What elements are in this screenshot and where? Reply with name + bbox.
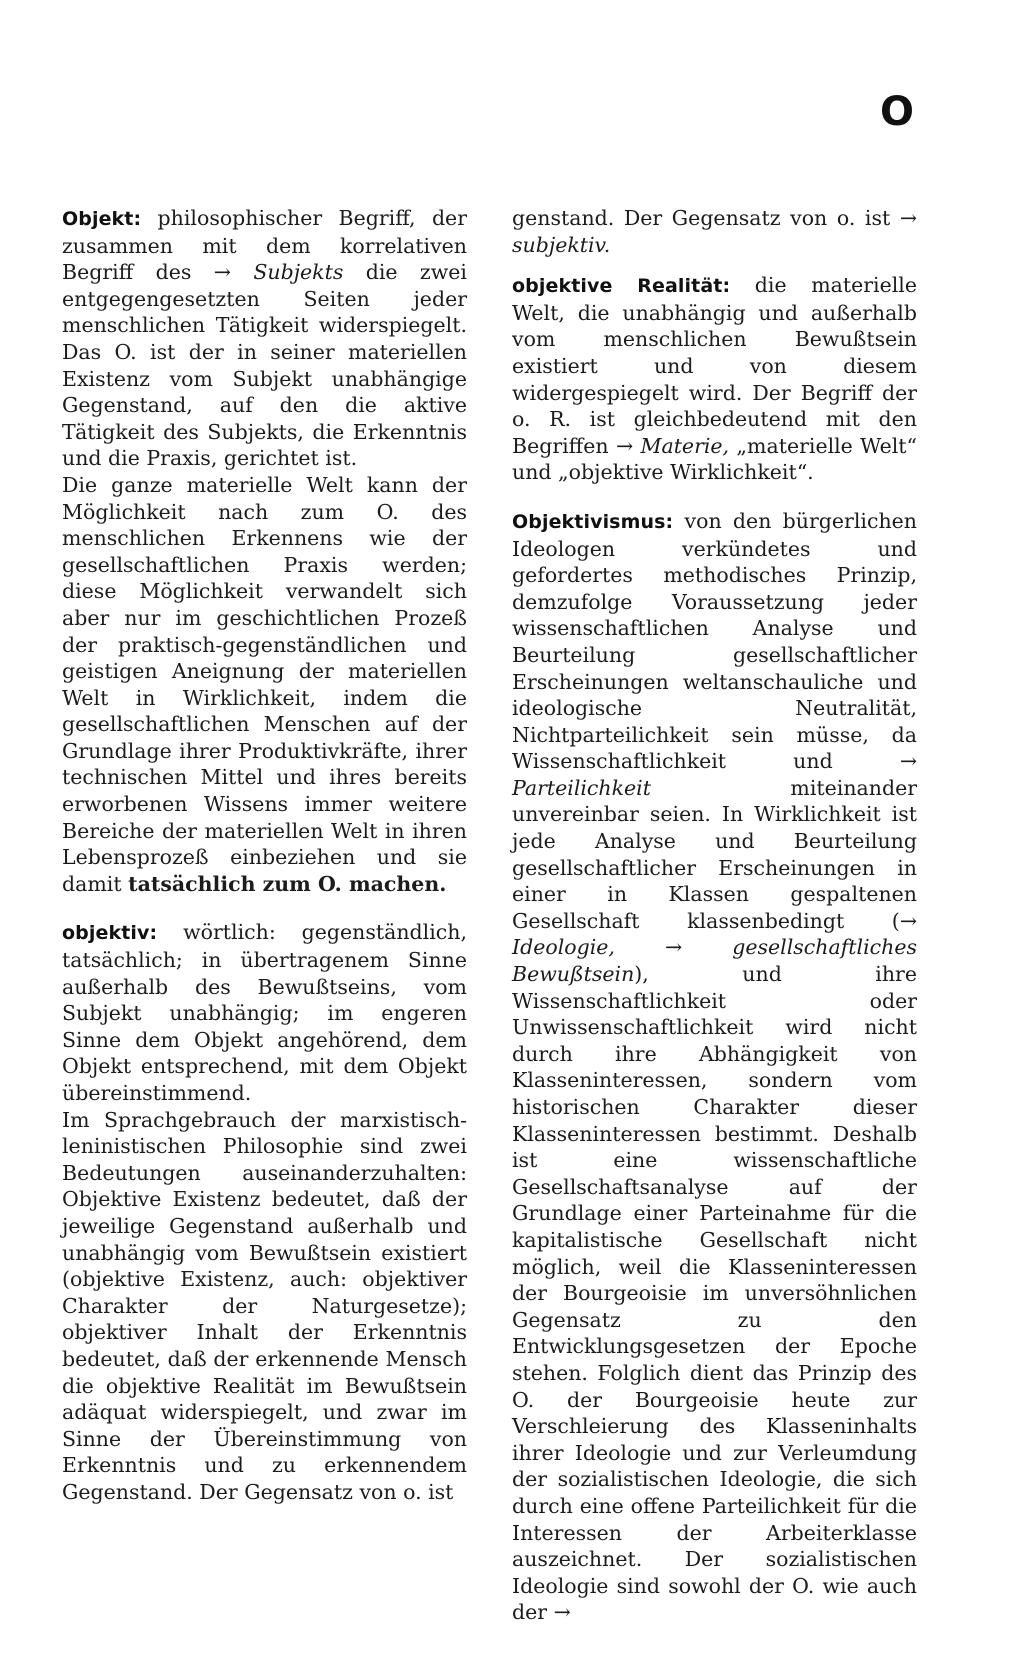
entry-text: von den bürgerlichen Ideologen verkündetes und gefordertes methodisches Prinzip, demzufolge Voraussetzung jeder wissenschaftlichen Analyse und Beurteilung gesellschaftlicher Erscheinungen weltanschauliche und ideologische Neutralität, Nichtparteilichkeit sein müsse, da Wissenschaftlichkeit und — [512, 508, 917, 774]
entry-text: die materielle Welt, die unabhängig und außerhalb vom menschlichen Bewußtsein existiert und von diesem widergespiegelt wird. Der Begriff der o. R. ist gleichbedeutend mit den Begriffen — [512, 273, 917, 458]
entry-heading: Objektivismus: — [512, 510, 674, 533]
cross-reference-link[interactable]: Subjekts — [253, 260, 344, 285]
cross-reference-link[interactable]: subjektiv. — [512, 232, 611, 257]
entry-objektive-realitaet — [512, 272, 917, 486]
entry-text: genstand. Der Gegensatz von o. ist — [512, 206, 900, 230]
entry-objektiv — [62, 919, 467, 1106]
cross-reference-link[interactable]: Ideologie, — [512, 935, 615, 960]
entry-paragraph-continued — [512, 205, 917, 258]
entry-text: philosophischer Begriff, der zusammen mit dem korrelativen Begriff des — [62, 206, 467, 285]
entry-heading: objektive Realität: — [512, 275, 731, 298]
entry-text: „materielle Welt“ und „objektive Wirklichkeit“. — [512, 433, 917, 485]
cross-reference-arrow-icon: → — [899, 908, 917, 933]
entry-text: Im Sprachgebrauch der marxistisch-leninistischen Philosophie sind zwei Bedeutungen auseinanderzuhalten: Objektive Existenz bedeutet, daß der jeweilige Gegenstand außerhalb und unabhängig vom Bewußtsein existiert (objektive Existenz, auch: objektiver Charakter der Naturgesetze); objektiver Inhalt der Erkenntnis bedeutet, daß der erkennende Mensch die objektive Realität im Bewußtsein adäquat widerspiegelt, und zwar im Sinne der Übereinstimmung von Erkenntnis und zu erkennendem Gegenstand. Der Gegensatz von o. ist — [62, 1107, 467, 1504]
entry-text-bold: tatsächlich zum O. machen. — [128, 871, 447, 896]
cross-reference-link[interactable]: Parteilichkeit — [512, 775, 651, 800]
cross-reference-link[interactable]: gesellschaftliches Bewußtsein — [512, 935, 917, 987]
section-letter: O — [880, 89, 915, 135]
cross-reference-arrow-icon: → — [615, 433, 634, 458]
entry-paragraph — [62, 472, 467, 898]
right-column — [512, 205, 917, 1626]
entry-heading: Objekt: — [62, 208, 142, 230]
entry-objektivismus — [512, 508, 917, 1626]
entry-heading: objektiv: — [62, 922, 158, 945]
left-column — [62, 205, 467, 1506]
entry-text — [615, 935, 665, 959]
entry-text: Die ganze materielle Welt kann der Möglichkeit nach zum O. des menschlichen Erkennens wie der gesellschaftlichen Praxis werden; diese Möglichkeit verwandelt sich aber nur im geschichtlichen Prozeß der praktisch-gegenständlichen und geistigen Aneignung der materiellen Welt in Wirklichkeit, indem die gesellschaftlichen Menschen auf der Grundlage ihrer Produktivkräfte, ihrer technischen Mittel und ihres bereits erworbenen Wissens immer weitere Bereiche der materiellen Welt in ihren Lebensprozeß einbeziehen und sie damit — [62, 472, 467, 896]
cross-reference-arrow-icon: → — [665, 935, 683, 960]
entry-text: wörtlich: gegenständlich, tatsächlich; in übertragenem Sinne außerhalb des Bewußtseins, vom Subjekt unabhängig; im engeren Sinne dem Objekt angehörend, dem Objekt entsprechend, mit dem Objekt übereinstimmend. — [62, 920, 467, 1105]
cross-reference-arrow-icon: → — [899, 749, 917, 774]
entry-objekt — [62, 205, 467, 472]
cross-reference-arrow-icon: → — [213, 260, 231, 285]
entry-paragraph — [62, 1107, 467, 1506]
entry-text: ), und ihre Wissenschaftlichkeit oder Unwissenschaftlichkeit wird nicht durch ihre Abhängigkeit von Klasseninteressen, sondern vom historischen Charakter dieser Klasseninteressen bestimmt. Deshalb ist eine wissenschaftliche Gesellschaftsanalyse auf der Grundlage einer Parteinahme für die kapitalistische Gesellschaft nicht möglich, weil die Klasseninteressen der Bourgeoisie im unversöhnlichen Gegensatz zu den Entwicklungsgesetzen der Epoche stehen. Folglich dient das Prinzip des O. der Bourgeoisie heute zur Verschleierung des Klasseninhalts ihrer Ideologie und zur Verleumdung der sozialistischen Ideologie, die sich durch eine offene Parteilichkeit für die Interessen der Arbeiterklasse auszeichnet. Der sozialistischen Ideologie sind sowohl der O. wie auch der — [512, 962, 917, 1625]
cross-reference-arrow-icon: → — [899, 206, 917, 230]
cross-reference-arrow-icon: → — [553, 1600, 571, 1625]
entry-text: miteinander unvereinbar seien. In Wirklichkeit ist jede Analyse und Beurteilung gesellschaftlicher Erscheinungen in einer in Klassen gespaltenen Gesellschaft klassenbedingt ( — [512, 775, 917, 933]
cross-reference-link[interactable]: Materie, — [640, 433, 730, 458]
entry-text: die zwei entgegengesetzten Seiten jeder menschlichen Tätigkeit widerspiegelt. Das O. ist der in seiner materiellen Existenz vom Subjekt unabhängige Gegenstand, auf den die aktive Tätigkeit des Subjekts, die Erkenntnis und die Praxis, gerichtet ist. — [62, 260, 467, 471]
